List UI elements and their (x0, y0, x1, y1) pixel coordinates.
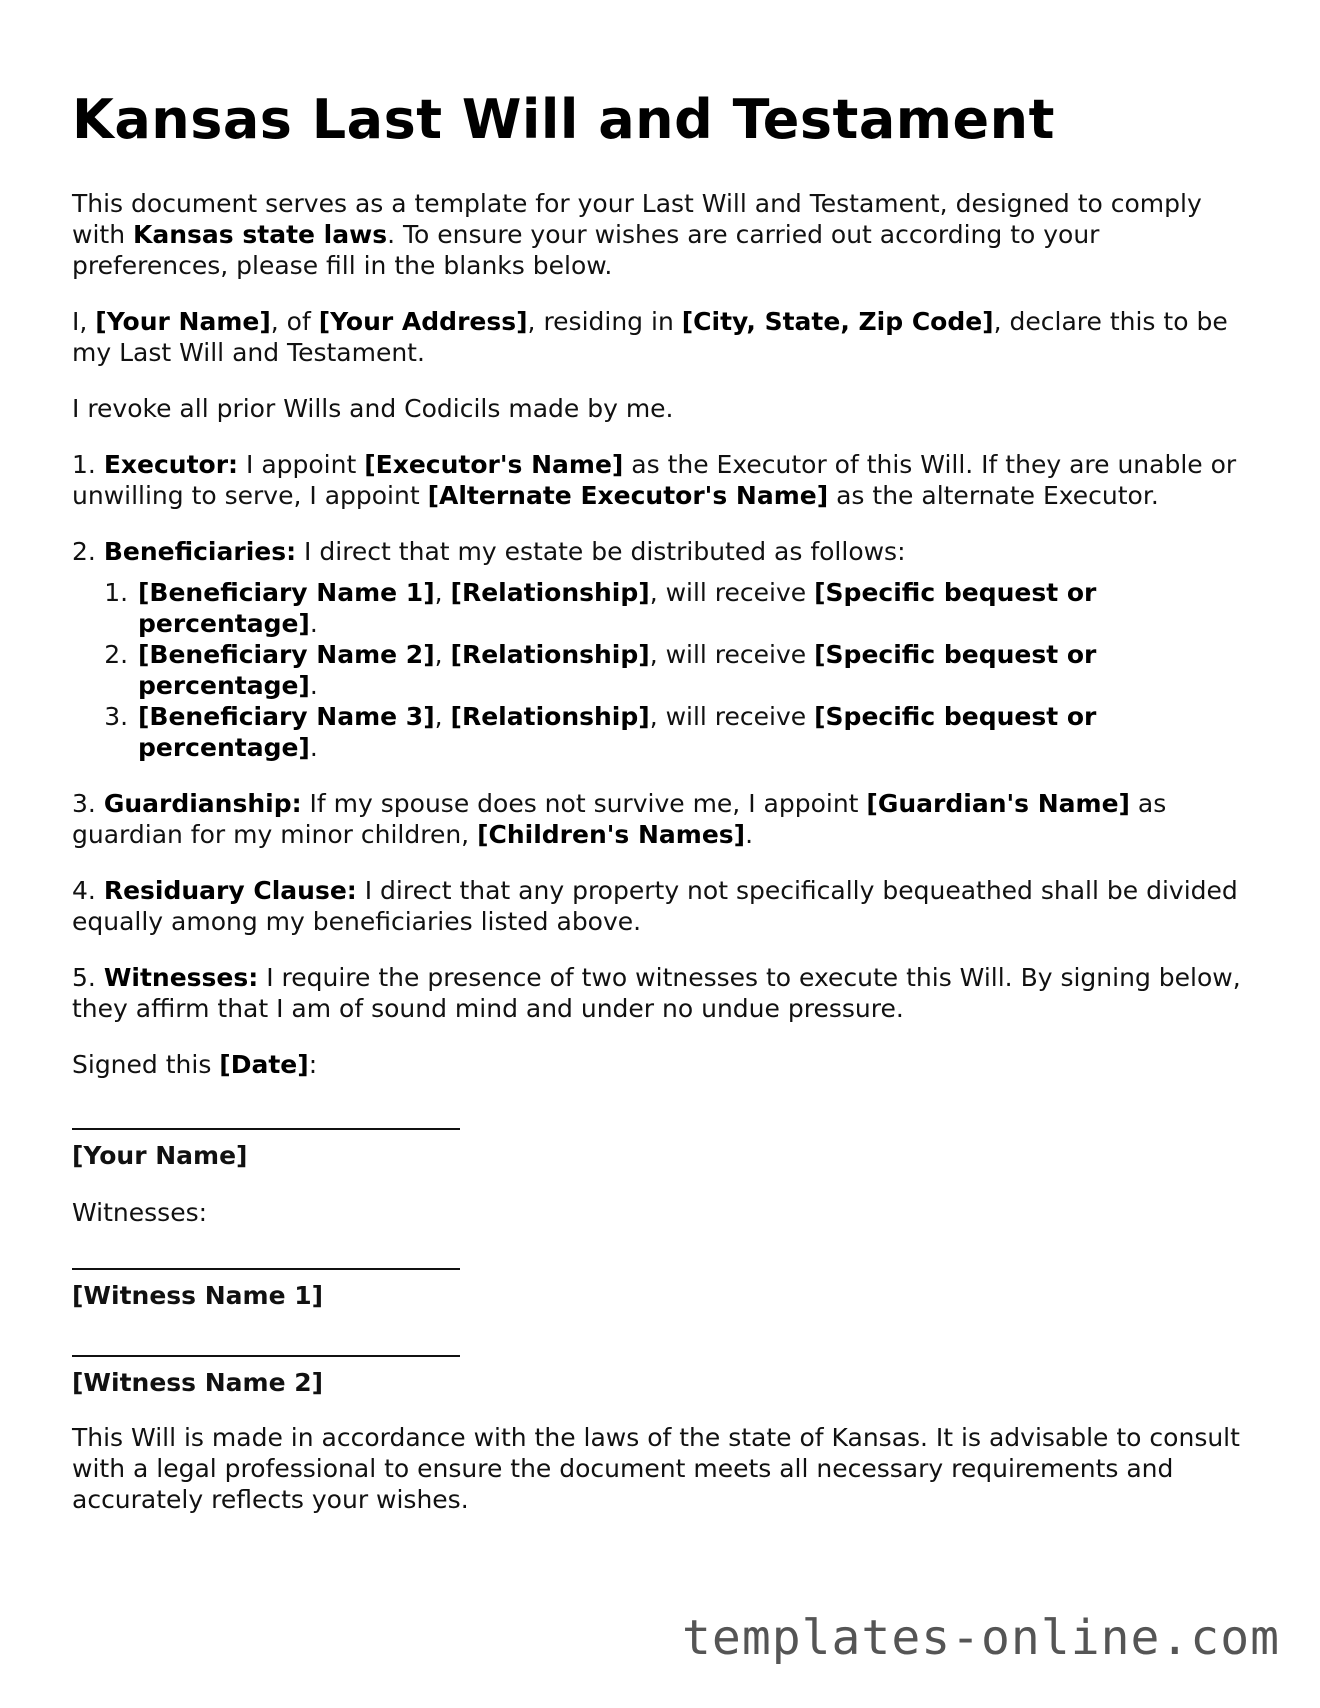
list-item: 1. [Beneficiary Name 1], [Relationship], will receive [Specific bequest or percentage]. (136, 577, 1252, 639)
beneficiary-list (72, 577, 1252, 763)
declaration-paragraph: I, [Your Name], of [Your Address], residing in [City, State, Zip Code], declare this to be my Last Will and Testament. (72, 307, 1228, 367)
alternate-executor-placeholder: [Alternate Executor's Name] (427, 481, 829, 510)
witness1-signature-line (72, 1268, 460, 1270)
your-address-placeholder: [Your Address] (318, 307, 528, 336)
witnesses-label: Witnesses: (103, 963, 259, 992)
your-name-placeholder: [Your Name] (95, 307, 271, 336)
kansas-state-laws: Kansas state laws (133, 220, 388, 249)
residuary-label: Residuary Clause: (103, 876, 357, 905)
guardianship-clause: 3. Guardianship: If my spouse does not survive me, I appoint [Guardian's Name] as guardian for my minor children, [Children's Names]. (72, 789, 1167, 849)
list-item: 2. [Beneficiary Name 2], [Relationship], will receive [Specific bequest or percentage]. (136, 639, 1252, 701)
residuary-clause: 4. Residuary Clause: I direct that any property not specifically bequeathed shall be divided equally among my beneficiaries listed above. (72, 876, 1238, 936)
city-state-zip-placeholder: [City, State, Zip Code] (681, 307, 994, 336)
testator-signature-line (72, 1128, 460, 1130)
intro-paragraph: This document serves as a template for your Last Will and Testament, designed to comply with Kansas state laws. To ensure your wishes are carried out according to your preferences, please fill in the blanks below. (72, 189, 1202, 280)
testator-name: [Your Name] (72, 1141, 248, 1170)
executor-name-placeholder: [Executor's Name] (364, 450, 624, 479)
date-placeholder: [Date] (219, 1050, 309, 1079)
guardianship-label: Guardianship: (103, 789, 302, 818)
beneficiaries-clause: 2. Beneficiaries: I direct that my estate be distributed as follows: (72, 537, 906, 566)
executor-clause: 1. Executor: I appoint [Executor's Name] as the Executor of this Will. If they are unable or unwilling to serve, I appoint [Alternate Executor's Name] as the alternate Executor. (72, 450, 1237, 510)
witness2-name: [Witness Name 2] (72, 1368, 324, 1397)
executor-label: Executor: (103, 450, 239, 479)
list-item: 3. [Beneficiary Name 3], [Relationship], will receive [Specific bequest or percentage]. (136, 701, 1252, 763)
beneficiaries-label: Beneficiaries: (103, 537, 297, 566)
witnesses-clause: 5. Witnesses: I require the presence of two witnesses to execute this Will. By signing below, they affirm that I am of sound mind and under no undue pressure. (72, 963, 1241, 1023)
document-title: Kansas Last Will and Testament (72, 88, 1055, 151)
witnesses-heading: Witnesses: (72, 1198, 208, 1227)
document-body (72, 188, 1252, 1540)
closing-paragraph: This Will is made in accordance with the laws of the state of Kansas. It is advisable to consult with a legal professional to ensure the document meets all necessary requirements and accurately reflects your wishes. (72, 1423, 1240, 1514)
children-names-placeholder: [Children's Names] (477, 820, 746, 849)
witness1-name: [Witness Name 1] (72, 1281, 324, 1310)
revoke-paragraph: I revoke all prior Wills and Codicils made by me. (72, 394, 674, 423)
witness2-signature-line (72, 1355, 460, 1357)
signed-date-line: Signed this [Date]: (72, 1050, 318, 1079)
signature-block (72, 1128, 1252, 1398)
guardian-name-placeholder: [Guardian's Name] (866, 789, 1130, 818)
watermark: templates-online.com (682, 1610, 1280, 1666)
